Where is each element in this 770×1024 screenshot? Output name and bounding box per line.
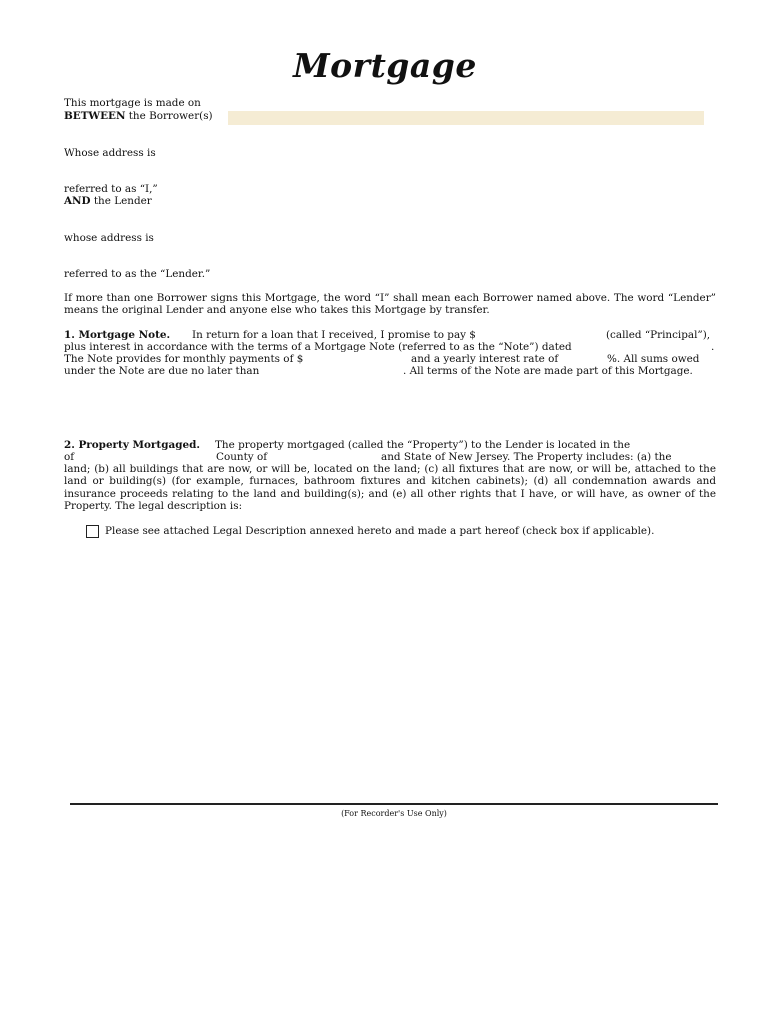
between-line: [64, 110, 213, 122]
lender-label: the Lender: [90, 195, 152, 207]
section2-heading: 2. Property Mortgaged.: [64, 439, 200, 451]
section1-line3c: %. All sums owed: [607, 353, 700, 365]
borrower-address-label: Whose address is: [64, 147, 156, 159]
section1-line2a: plus interest in accordance with the terms of a Mortgage Note (referred to as the “Note”) dated: [64, 341, 572, 353]
section2-line2b: County of: [216, 451, 268, 463]
between-label: BETWEEN: [64, 110, 126, 122]
section1-line3b: and a yearly interest rate of: [411, 353, 559, 365]
section2-line2c: and State of New Jersey. The Property includes: (a) the: [381, 451, 672, 463]
document-title: Mortgage: [293, 46, 477, 85]
section2-line1: The property mortgaged (called the “Property”) to the Lender is located in the: [215, 439, 631, 451]
lender-address-label: whose address is: [64, 232, 154, 244]
definition-paragraph: If more than one Borrower signs this Mortgage, the word “I” shall mean each Borrower named above. The word “Lender” means the original Lender and anyone else who takes this Mortgage by transfer.: [64, 292, 716, 317]
section1-heading: 1. Mortgage Note.: [64, 329, 171, 341]
section1-line2b: .: [711, 341, 715, 353]
borrower-label: the Borrower(s): [125, 110, 213, 122]
made-on-label: This mortgage is made on: [64, 97, 201, 109]
section1-line3a: The Note provides for monthly payments of $: [64, 353, 304, 365]
legal-description-checkbox[interactable]: [86, 525, 99, 538]
lender-line: [64, 195, 152, 207]
section2-line2a: of: [64, 451, 75, 463]
section1-line1b: (called “Principal”),: [606, 329, 711, 341]
legal-description-label: Please see attached Legal Description annexed hereto and made a part hereof (check box if applicable).: [105, 525, 655, 537]
section1-line4a: under the Note are due no later than: [64, 365, 260, 377]
footer-divider: [70, 803, 718, 805]
referred-lender-label: referred to as the “Lender.”: [64, 268, 211, 280]
referred-i-label: referred to as “I,”: [64, 183, 158, 195]
borrower-field[interactable]: [228, 111, 704, 125]
section1-line1a: In return for a loan that I received, I promise to pay $: [192, 329, 476, 341]
and-label: AND: [64, 195, 91, 207]
section2-body: land; (b) all buildings that are now, or will be, located on the land; (c) all fixtures that are now, or will be, attached to the land or building(s) (for example, furnaces, bathroom fixtures and kitchen cabinets); (d) all condemnation awards and insurance proceeds relating to the land and building(s); and (e) all other rights that I have, or will have, as owner of the Property. The legal description is:: [64, 463, 716, 512]
recorder-use-label: (For Recorder's Use Only): [341, 809, 447, 818]
section1-line4b: . All terms of the Note are made part of this Mortgage.: [403, 365, 693, 377]
